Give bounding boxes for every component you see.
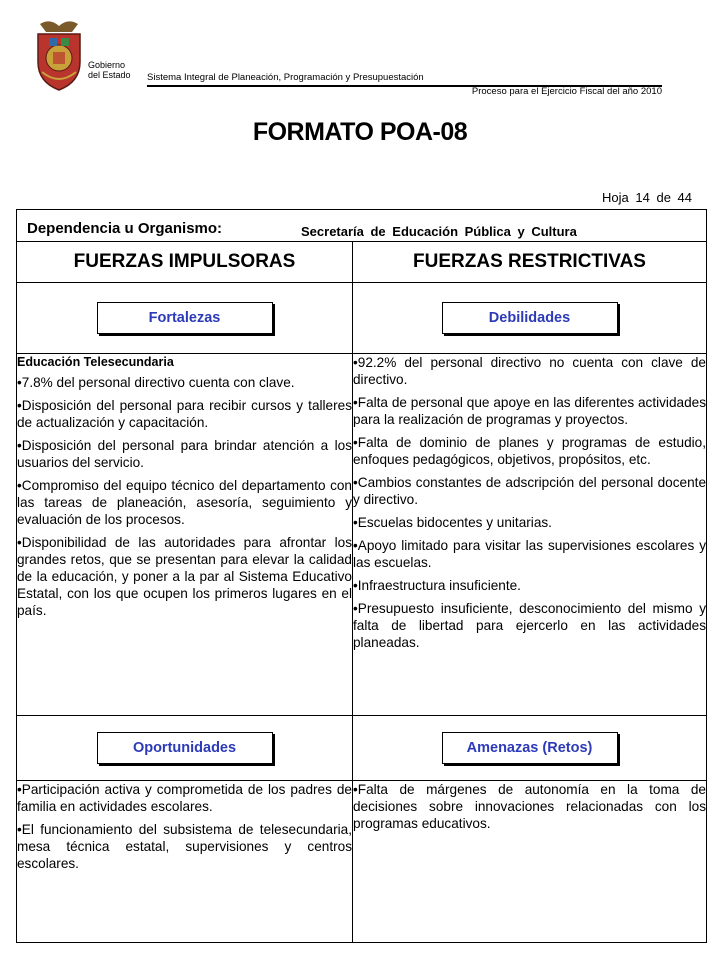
list-item: •7.8% del personal directivo cuenta con clave. [17, 375, 295, 390]
state-coat-of-arms-icon [34, 16, 84, 92]
dependency-row [17, 210, 707, 242]
page-title: FORMATO POA-08 [252, 118, 468, 146]
strengths-subheading: Educación Telesecundaria [17, 355, 174, 369]
restraining-forces-header: FUERZAS RESTRICTIVAS [353, 242, 707, 283]
opportunities-heading: Oportunidades [97, 732, 273, 764]
strengths-cell [17, 283, 353, 354]
dependency-value: Secretaría de Educación Pública y Cultura [301, 224, 577, 239]
driving-forces-header: FUERZAS IMPULSORAS [17, 242, 353, 283]
threats-heading: Amenazas (Retos) [442, 732, 618, 764]
list-item: •Falta de márgenes de autonomía en la toma de decisiones sobre innovaciones relacionadas con los programas educativos. [353, 782, 706, 831]
list-item: •Participación activa y comprometida de los padres de familia en actividades escolares. [17, 782, 352, 814]
page-number: Hoja 14 de 44 [602, 190, 692, 205]
poa-table [16, 209, 707, 943]
threats-content [353, 781, 707, 943]
list-item: •Presupuesto insuficiente, desconocimiento del mismo y falta de libertad para ejercerlo en las actividades planeadas. [353, 601, 706, 650]
weaknesses-heading: Debilidades [442, 302, 618, 334]
list-item: •Cambios constantes de adscripción del personal docente y directivo. [353, 475, 706, 507]
government-line-2: del Estado [88, 70, 131, 80]
list-item: •El funcionamiento del subsistema de telesecundaria, mesa técnica estatal, supervisiones y centros escolares. [17, 822, 352, 871]
strengths-content [17, 354, 353, 716]
dependency-label: Dependencia u Organismo: [27, 220, 223, 237]
list-item: •Disposición del personal para recibir cursos y talleres de actualización y capacitación. [17, 398, 352, 430]
list-item: •Falta de personal que apoye en las diferentes actividades para la realización de programas y proyectos. [353, 395, 706, 427]
government-label [88, 60, 131, 80]
opportunities-content [17, 781, 353, 943]
list-item: •Disponibilidad de las autoridades para afrontar los grandes retos, que se presentan para elevar la calidad de la educación, y poner a la par al Sistema Educativo Estatal, con los que ocupen los primeros lugares en el país. [17, 535, 352, 618]
fiscal-process-label: Proceso para el Ejercicio Fiscal del año 2010 [471, 86, 662, 97]
government-line-1: Gobierno [88, 60, 126, 70]
list-item: •Infraestructura insuficiente. [353, 578, 521, 593]
weaknesses-content [353, 354, 707, 716]
opportunities-cell [17, 716, 353, 781]
list-item: •Falta de dominio de planes y programas de estudio, enfoques pedagógicos, objetivos, propósitos, etc. [353, 435, 706, 467]
system-name: Sistema Integral de Planeación, Programación y Presupuestación [147, 72, 424, 83]
list-item: •92.2% del personal directivo no cuenta con clave de directivo. [353, 355, 706, 387]
list-item: •Disposición del personal para brindar atención a los usuarios del servicio. [17, 438, 352, 470]
list-item: •Compromiso del equipo técnico del departamento con las tareas de planeación, asesoría, seguimiento y evaluación de los procesos. [17, 478, 352, 527]
threats-cell [353, 716, 707, 781]
strengths-heading: Fortalezas [97, 302, 273, 334]
list-item: •Apoyo limitado para visitar las supervisiones escolares y las escuelas. [353, 538, 706, 570]
weaknesses-cell [353, 283, 707, 354]
list-item: •Escuelas bidocentes y unitarias. [353, 515, 552, 530]
